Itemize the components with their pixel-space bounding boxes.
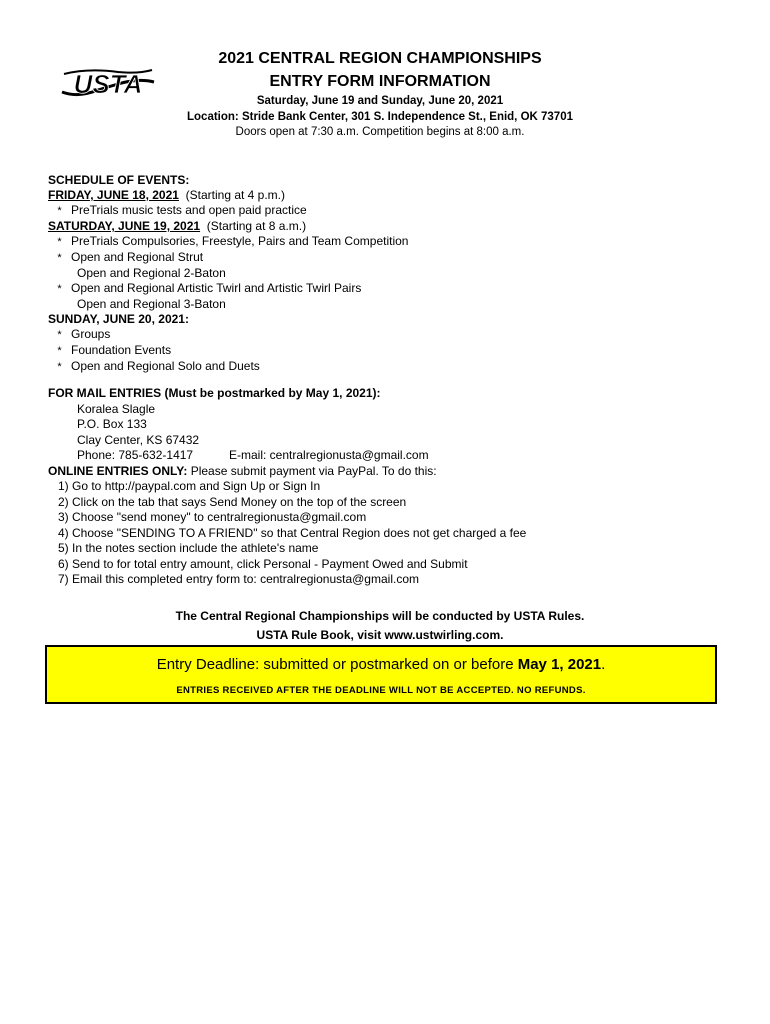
saturday-time: (Starting at 8 a.m.) — [206, 219, 307, 233]
doors-open-info: Doors open at 7:30 a.m. Competition begins at 8:00 a.m. — [235, 126, 525, 138]
rules-line-1: The Central Regional Championships will be conducted by USTA Rules. — [175, 609, 585, 623]
friday-row — [48, 188, 728, 203]
schedule-heading: SCHEDULE OF EVENTS: — [48, 173, 190, 187]
bullet-icon: * — [57, 236, 62, 248]
online-step: 4) Choose "SENDING TO A FRIEND" so that Central Region does not get charged a fee — [58, 525, 527, 540]
list-item: Open and Regional 3-Baton — [77, 297, 226, 311]
mail-heading: FOR MAIL ENTRIES (Must be postmarked by May 1, 2021): — [48, 386, 381, 400]
list-item: * Open and Regional Strut — [48, 250, 728, 266]
friday-time: (Starting at 4 p.m.) — [185, 188, 286, 202]
usta-logo — [58, 62, 158, 102]
list-item: * PreTrials music tests and open paid practice — [48, 203, 728, 219]
online-step: 1) Go to http://paypal.com and Sign Up or Sign In — [58, 479, 321, 493]
online-step: 2) Click on the tab that says Send Money on the top of the screen — [58, 494, 407, 509]
deadline-warning: ENTRIES RECEIVED AFTER THE DEADLINE WILL NOT BE ACCEPTED. NO REFUNDS. — [176, 685, 586, 696]
mail-name: Koralea Slagle — [77, 401, 156, 416]
deadline-text: Entry Deadline: submitted or postmarked on or before May 1, 2021. — [156, 656, 606, 673]
deadline-date: May 1, 2021 — [517, 656, 602, 673]
list-item: Open and Regional 2-Baton — [77, 266, 226, 280]
list-item: * Groups — [48, 327, 728, 343]
list-item: * Open and Regional Solo and Duets — [48, 359, 728, 375]
title-line-2: ENTRY FORM INFORMATION — [269, 73, 491, 90]
entries-section — [48, 386, 728, 588]
rules-notice — [40, 607, 720, 645]
bullet-icon: * — [57, 283, 62, 295]
bullet-icon: * — [57, 329, 62, 341]
online-step: 5) In the notes section include the athlete's name — [58, 541, 319, 555]
bullet-icon: * — [57, 252, 62, 264]
bullet-icon: * — [57, 205, 62, 217]
saturday-label: SATURDAY, JUNE 19, 2021 — [48, 219, 201, 233]
deadline-box — [45, 645, 717, 704]
mail-po-box: P.O. Box 133 — [77, 417, 147, 431]
mail-email: E-mail: centralregionusta@gmail.com — [229, 448, 429, 462]
mail-city: Clay Center, KS 67432 — [77, 432, 200, 447]
mail-phone: Phone: 785-632-1417 — [77, 448, 194, 462]
schedule-section — [48, 173, 728, 375]
online-step: 3) Choose "send money" to centralregionusta@gmail.com — [58, 510, 367, 524]
rules-line-2: USTA Rule Book, visit www.ustwirling.com. — [256, 628, 504, 642]
svg-text:USTA: USTA — [73, 69, 143, 99]
sunday-label: SUNDAY, JUNE 20, 2021: — [48, 312, 189, 326]
bullet-icon: * — [57, 345, 62, 357]
online-step: 6) Send to for total entry amount, click Personal - Payment Owed and Submit — [58, 556, 468, 571]
list-item: * Foundation Events — [48, 343, 728, 359]
list-item: * PreTrials Compulsories, Freestyle, Pairs and Team Competition — [48, 234, 728, 250]
friday-label: FRIDAY, JUNE 18, 2021 — [48, 188, 179, 202]
online-intro: Please submit payment via PayPal. To do this: — [190, 463, 437, 478]
saturday-row — [48, 219, 728, 234]
online-row — [48, 464, 728, 480]
event-dates: Saturday, June 19 and Sunday, June 20, 2021 — [256, 95, 504, 107]
title-line-1: 2021 CENTRAL REGION CHAMPIONSHIPS — [218, 50, 542, 67]
online-heading: ONLINE ENTRIES ONLY: — [48, 463, 188, 478]
event-location: Location: Stride Bank Center, 301 S. Independence St., Enid, OK 73701 — [187, 111, 573, 123]
contact-row — [48, 448, 728, 464]
list-item: * Open and Regional Artistic Twirl and Artistic Twirl Pairs — [48, 281, 728, 297]
bullet-icon: * — [57, 361, 62, 373]
online-step: 7) Email this completed entry form to: centralregionusta@gmail.com — [58, 572, 419, 586]
